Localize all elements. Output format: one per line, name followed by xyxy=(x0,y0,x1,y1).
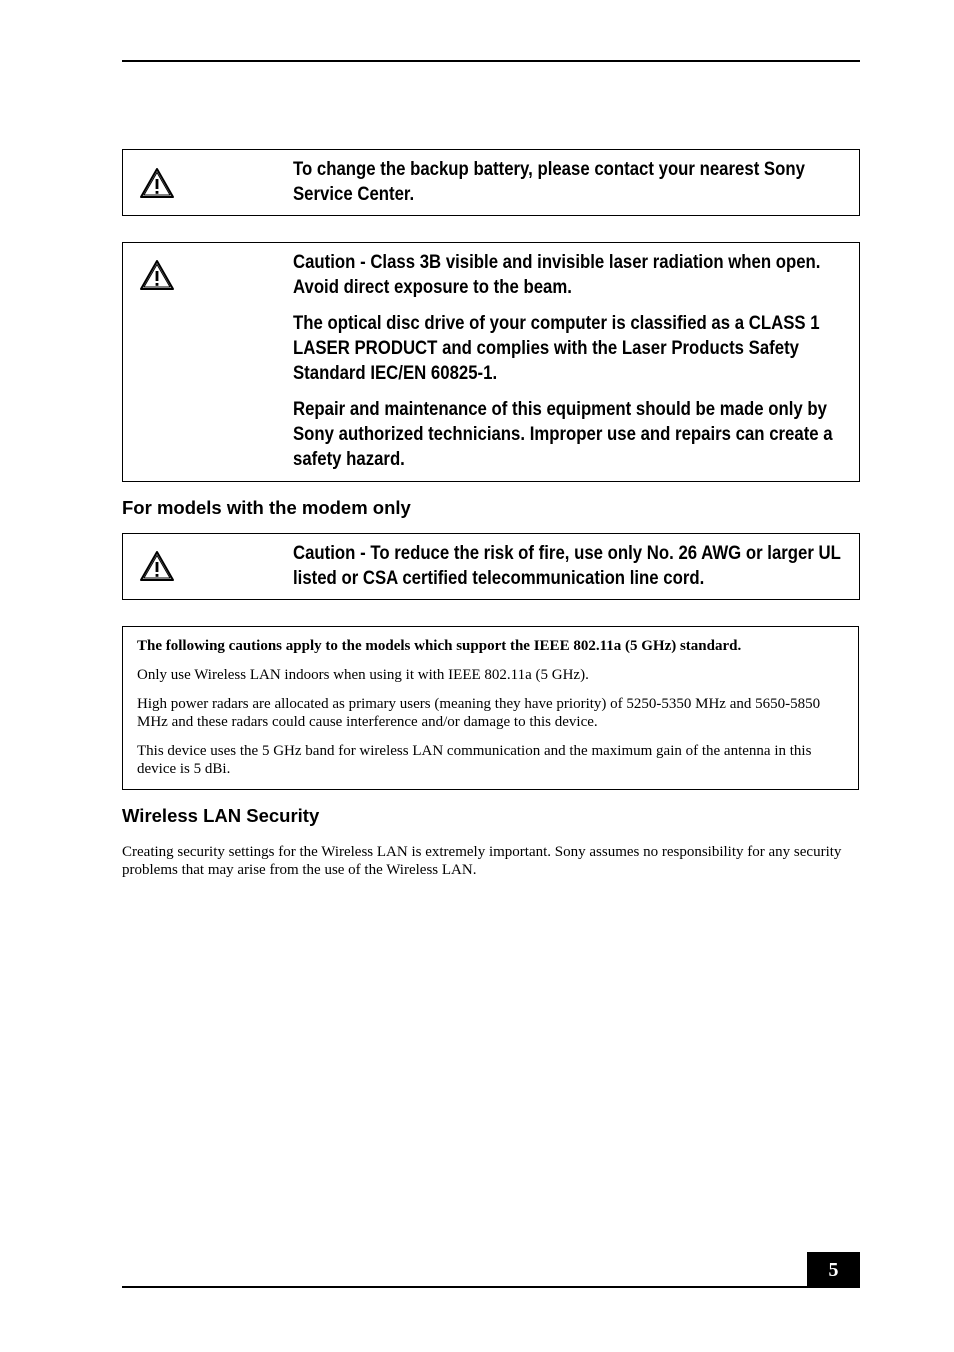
caution-paragraph: The optical disc drive of your computer is classified as a CLASS 1 LASER PRODUCT and complies with the Laser Products Safety Standard IEC/EN 60825-1. xyxy=(293,312,820,384)
warning-triangle-icon xyxy=(139,259,175,291)
modem-caution-box xyxy=(122,533,860,600)
wlan-note-item: High power radars are allocated as primary users (meaning they have priority) of 5250-5350 MHz and 5650-5850 MHz and these radars could cause interference and/or damage to this device. xyxy=(137,696,821,730)
caution-paragraph: To change the backup battery, please contact your nearest Sony Service Center. xyxy=(293,158,805,205)
security-section-heading: Wireless LAN Security xyxy=(122,805,320,826)
caution-paragraph: Caution - Class 3B visible and invisible laser radiation when open. Avoid direct exposure to the beam. xyxy=(293,251,821,298)
modem-section-heading: For models with the modem only xyxy=(122,497,411,518)
header-rule xyxy=(122,60,860,62)
wlan-note-item: Only use Wireless LAN indoors when using it with IEEE 802.11a (5 GHz). xyxy=(137,667,589,683)
caution-paragraph: Caution - To reduce the risk of fire, use only No. 26 AWG or larger UL listed or CSA certified telecommunication line cord. xyxy=(293,542,841,589)
wlan-note-box xyxy=(122,626,859,790)
modem-caution-text xyxy=(293,541,852,602)
page-number: 5 xyxy=(807,1252,860,1288)
footer-rule xyxy=(122,1286,808,1288)
laser-caution-box xyxy=(122,242,860,482)
caution-paragraph: Repair and maintenance of this equipment should be made only by Sony authorized technicians. Improper use and repairs can create a safety hazard. xyxy=(293,398,833,470)
battery-caution-box xyxy=(122,149,860,216)
wlan-note-intro: The following cautions apply to the models which support the IEEE 802.11a (5 GHz) standard. xyxy=(137,638,742,654)
warning-triangle-icon xyxy=(139,167,175,199)
warning-triangle-icon xyxy=(139,550,175,582)
wlan-note-item: This device uses the 5 GHz band for wireless LAN communication and the maximum gain of the antenna in this device is 5 dBi. xyxy=(137,743,812,777)
security-body-text: Creating security settings for the Wireless LAN is extremely important. Sony assumes no responsibility for any security problems that may arise from the use of the Wireless LAN. xyxy=(122,844,842,878)
battery-caution-text xyxy=(293,157,852,218)
laser-caution-text xyxy=(293,250,852,483)
